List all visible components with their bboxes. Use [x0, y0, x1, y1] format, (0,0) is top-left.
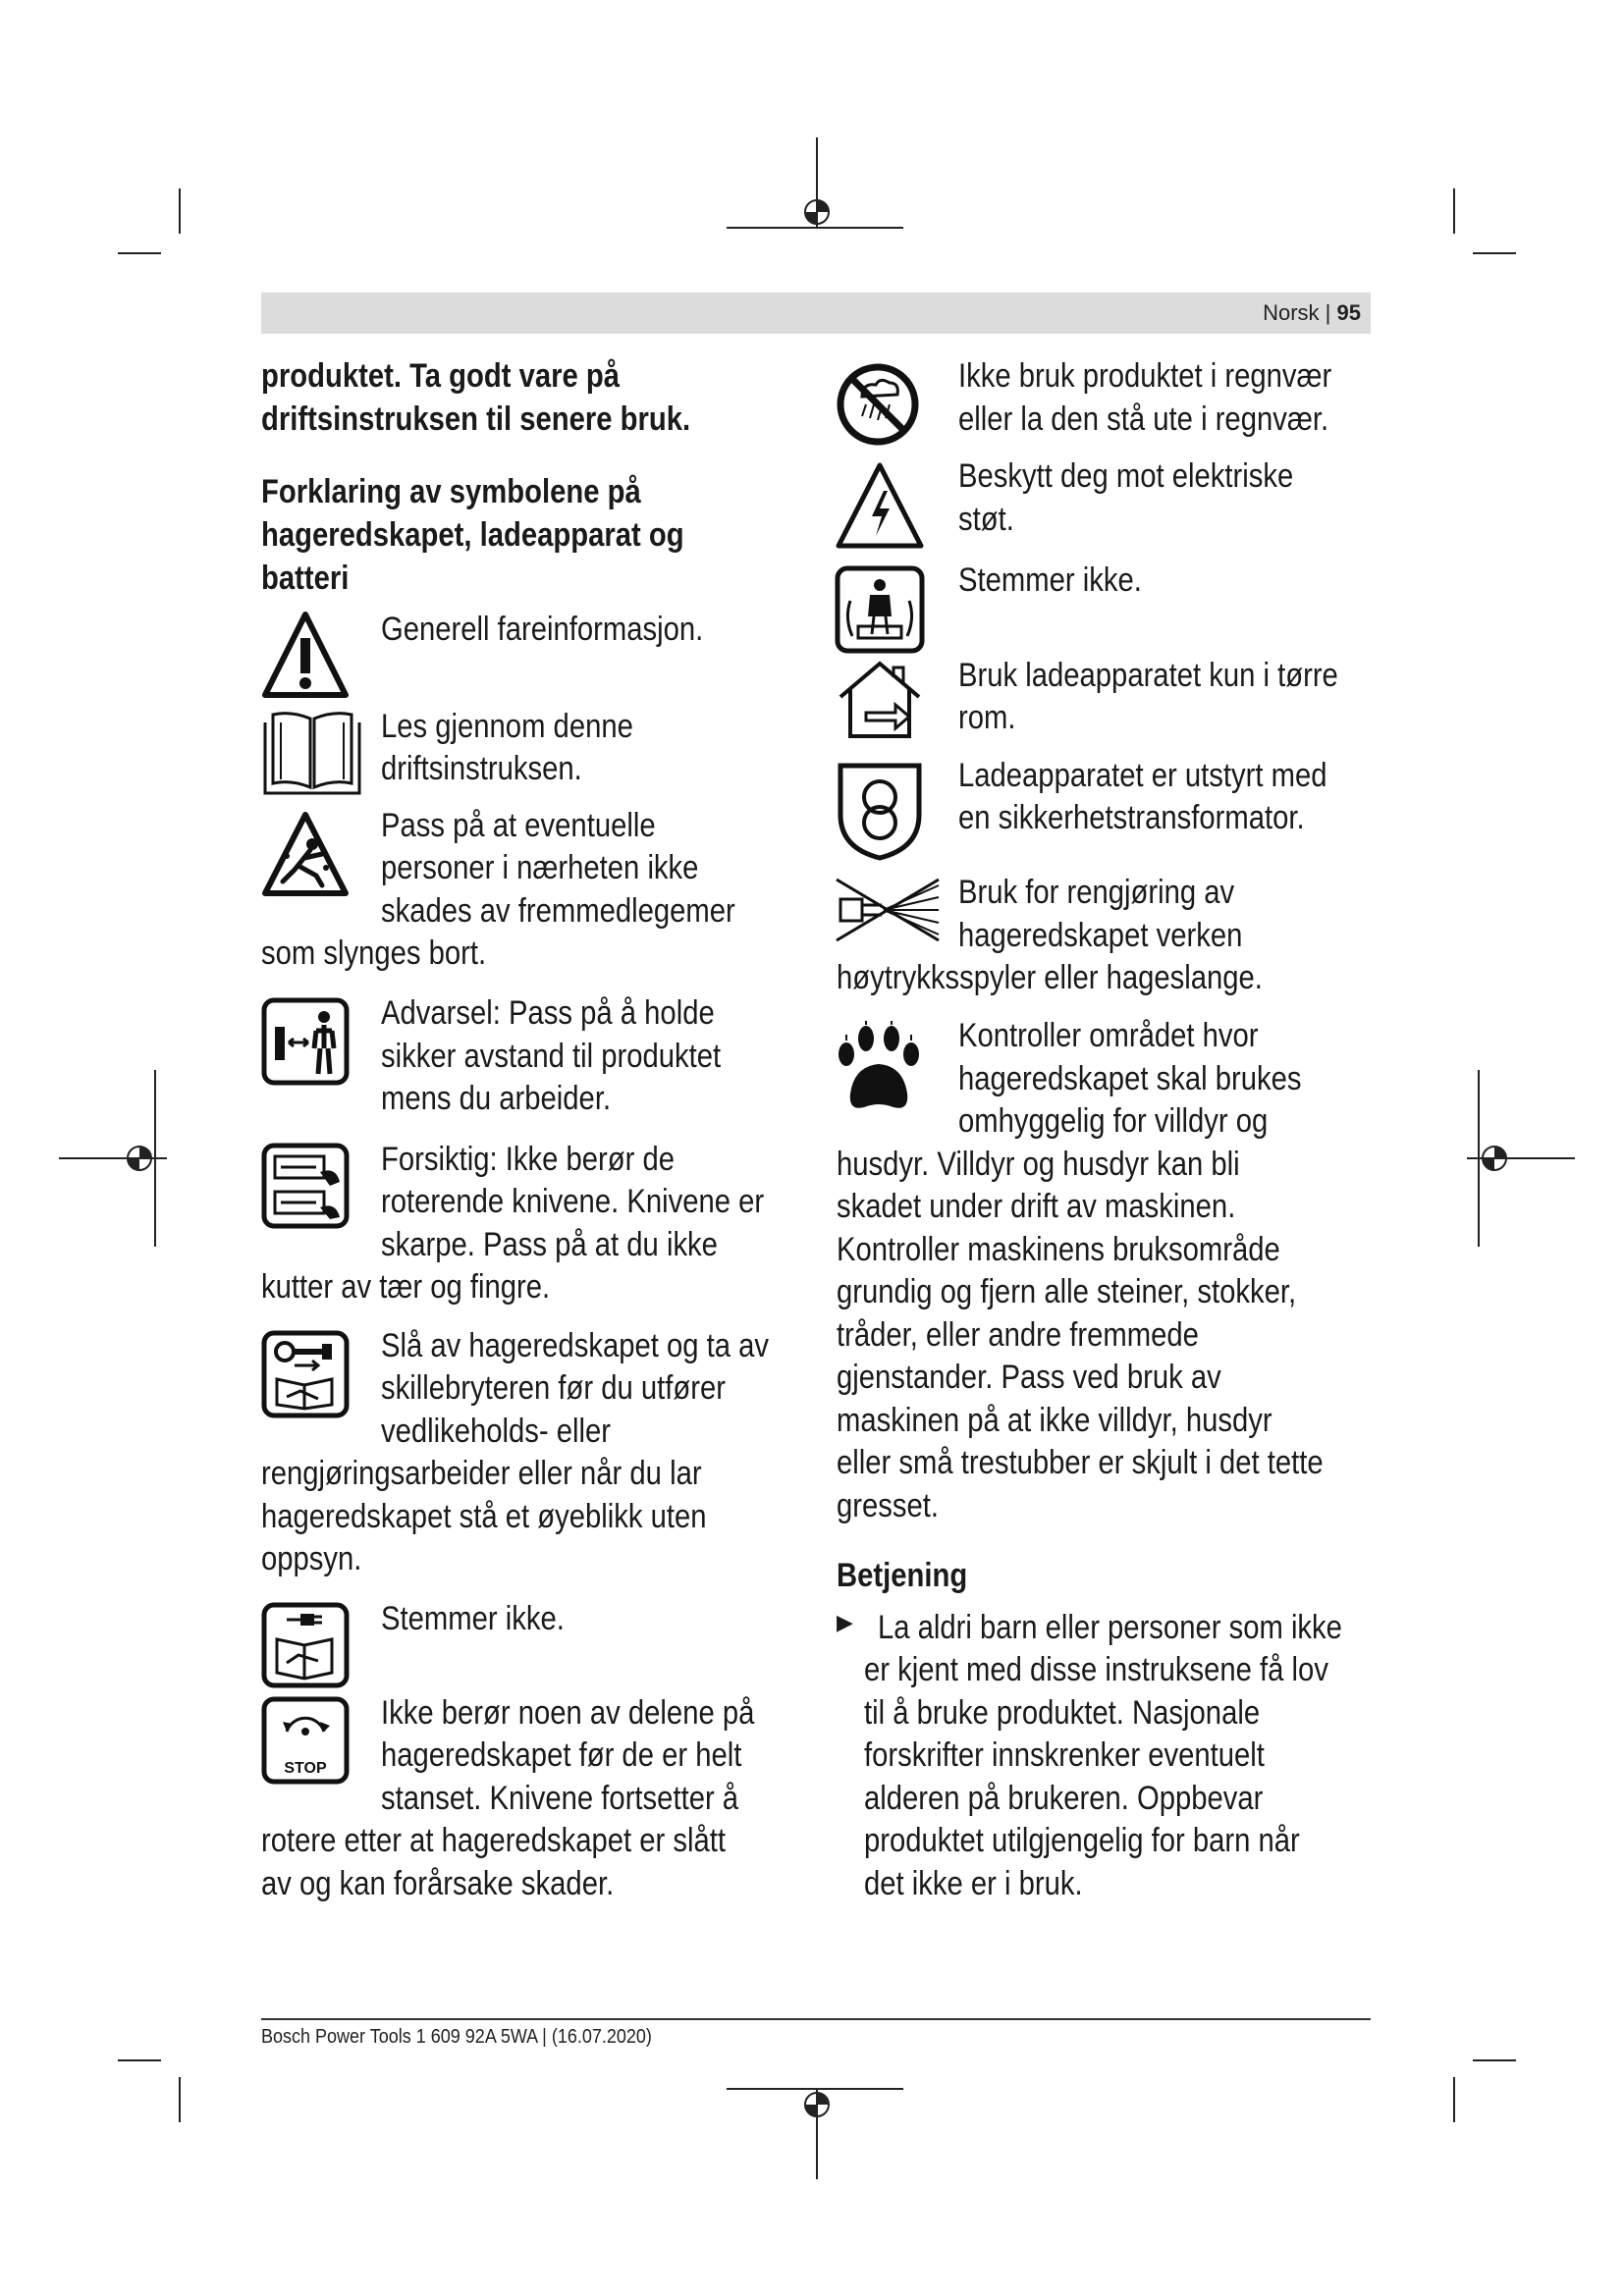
symbol-text: stanset. Knivene fortsetter å [381, 1780, 739, 1817]
section-heading: batteri [261, 560, 350, 597]
symbol-text: Bruk ladeapparatet kun i tørre [958, 657, 1338, 694]
crop-mark [1453, 188, 1455, 234]
section-heading: Forklaring av symbolene på [261, 473, 641, 510]
header-label: Norsk | 95 [1263, 300, 1361, 325]
electric-shock-warning-icon [835, 461, 925, 550]
bullet-text: er kjent med disse instruksene få lov [864, 1651, 1328, 1688]
symbol-text: hageredskapet verken [958, 917, 1243, 954]
symbol-text: oppsyn. [261, 1540, 362, 1577]
symbol-text: mens du arbeider. [381, 1080, 612, 1117]
section-heading: Betjening [837, 1557, 968, 1594]
symbol-text: Ikke bruk produktet i regnvær [958, 357, 1332, 395]
page-header [261, 293, 1371, 334]
symbol-text: Advarsel: Pass på å holde [381, 994, 715, 1032]
safe-distance-icon [261, 997, 350, 1086]
bullet-text: forskrifter innskrenker eventuelt [864, 1736, 1265, 1774]
no-rain-icon [835, 361, 921, 448]
symbol-text: gresset. [837, 1487, 940, 1524]
symbol-text: høytrykksspyler eller hageslange. [837, 959, 1263, 996]
crop-mark [179, 188, 181, 234]
symbol-text: eller la den stå ute i regnvær. [958, 400, 1329, 438]
symbol-text: Pass på at eventuelle [381, 807, 656, 844]
animal-paw-icon [835, 1021, 923, 1111]
warning-triangle-icon [261, 611, 350, 701]
symbol-text: eller små trestubber er skjult i det tette [837, 1444, 1324, 1481]
symbol-text: Beskytt deg mot elektriske [958, 457, 1294, 495]
footer-divider [261, 2018, 1371, 2020]
symbol-text: skarpe. Pass på at du ikke [381, 1226, 718, 1263]
symbol-text: en sikkerhetstransformator. [958, 799, 1305, 836]
bullet-text: La aldri barn eller personer som ikke [878, 1609, 1342, 1646]
bullet-text: til å bruke produktet. Nasjonale [864, 1694, 1261, 1732]
stop-label: STOP [284, 1760, 327, 1777]
crop-mark [1473, 252, 1516, 254]
crop-mark [118, 2059, 161, 2061]
symbol-text: Ladeapparatet er utstyrt med [958, 757, 1327, 794]
intro-text-line: produktet. Ta godt vare på [261, 357, 621, 395]
symbol-text: hageredskapet skal brukes [958, 1060, 1302, 1097]
rotating-blades-hand-icon [261, 1143, 350, 1229]
no-pressure-washer-icon [833, 876, 943, 944]
symbol-text: driftsinstruksen. [381, 750, 582, 787]
page-number: 95 [1336, 300, 1361, 325]
symbol-text: roterende knivene. Knivene er [381, 1183, 765, 1220]
symbol-text: rom. [958, 699, 1016, 736]
symbol-text: rotere etter at hageredskapet er slått [261, 1822, 726, 1859]
symbol-text: rengjøringsarbeider eller når du lar [261, 1455, 702, 1492]
symbol-text: skillebryteren før du utfører [381, 1369, 726, 1407]
symbol-text: Kontroller maskinens bruksområde [837, 1231, 1280, 1268]
header-language: Norsk [1263, 300, 1320, 325]
unplug-manual-icon [261, 1602, 350, 1688]
remove-key-icon [261, 1330, 350, 1418]
symbol-text: Forsiktig: Ikke berør de [381, 1141, 675, 1178]
bullet-icon: ▶ [837, 1610, 853, 1634]
symbol-text: husdyr. Villdyr og husdyr kan bli [837, 1146, 1240, 1183]
symbol-text: Les gjennom denne [381, 708, 633, 745]
registration-mark-icon [727, 2081, 903, 2179]
symbol-text: grundig og fjern alle steiner, stokker, [837, 1273, 1297, 1310]
bullet-text: det ikke er i bruk. [864, 1865, 1083, 1902]
symbol-text: gjenstander. Pass ved bruk av [837, 1359, 1221, 1396]
symbol-text: støt. [958, 501, 1014, 538]
bullet-text: produktet utilgjengelig for barn når [864, 1822, 1300, 1859]
registration-mark-icon [59, 1070, 167, 1247]
footer-text: Bosch Power Tools 1 609 92A 5WA | (16.07.2020) [261, 2026, 652, 2048]
symbol-text: skadet under drift av maskinen. [837, 1188, 1236, 1225]
symbol-text: Bruk for rengjøring av [958, 874, 1235, 911]
operator-position-icon [835, 565, 925, 654]
symbol-text: vedlikeholds- eller [381, 1413, 612, 1450]
symbol-text: maskinen på at ikke villdyr, husdyr [837, 1402, 1272, 1439]
crop-mark [1473, 2059, 1516, 2061]
symbol-text: som slynges bort. [261, 934, 487, 972]
crop-mark [179, 2077, 181, 2122]
symbol-text: Stemmer ikke. [958, 561, 1142, 599]
symbol-text: skades av fremmedlegemer [381, 892, 735, 930]
intro-text-line: driftsinstruksen til senere bruk. [261, 400, 691, 438]
symbol-text: Kontroller området hvor [958, 1017, 1259, 1054]
symbol-text: omhyggelig for villdyr og [958, 1102, 1269, 1140]
crop-mark [1453, 2077, 1455, 2122]
symbol-text: sikker avstand til produktet [381, 1038, 722, 1075]
stop-rotation-icon [261, 1696, 350, 1785]
symbol-text: Generell fareinformasjon. [381, 611, 704, 648]
symbol-text: tråder, eller andre fremmede [837, 1316, 1199, 1354]
symbol-text: hageredskapet stå et øyeblikk uten [261, 1498, 707, 1535]
read-manual-book-icon [261, 709, 363, 797]
crop-mark [118, 252, 161, 254]
symbol-text: Ikke berør noen av delene på [381, 1694, 755, 1732]
bullet-text: alderen på brukeren. Oppbevar [864, 1780, 1264, 1817]
section-heading: hageredskapet, ladeapparat og [261, 516, 684, 554]
symbol-text: kutter av tær og fingre. [261, 1268, 551, 1306]
symbol-text: Stemmer ikke. [381, 1600, 565, 1637]
symbol-text: Slå av hageredskapet og ta av [381, 1327, 770, 1364]
indoor-use-only-icon [835, 658, 925, 742]
registration-mark-icon [1467, 1070, 1575, 1247]
registration-mark-icon [727, 137, 903, 236]
symbol-text: av og kan forårsake skader. [261, 1865, 615, 1902]
thrown-objects-warning-icon [261, 811, 350, 897]
symbol-text: personer i nærheten ikke [381, 849, 699, 886]
safety-transformer-icon [835, 760, 925, 862]
symbol-text: hageredskapet før de er helt [381, 1736, 742, 1774]
